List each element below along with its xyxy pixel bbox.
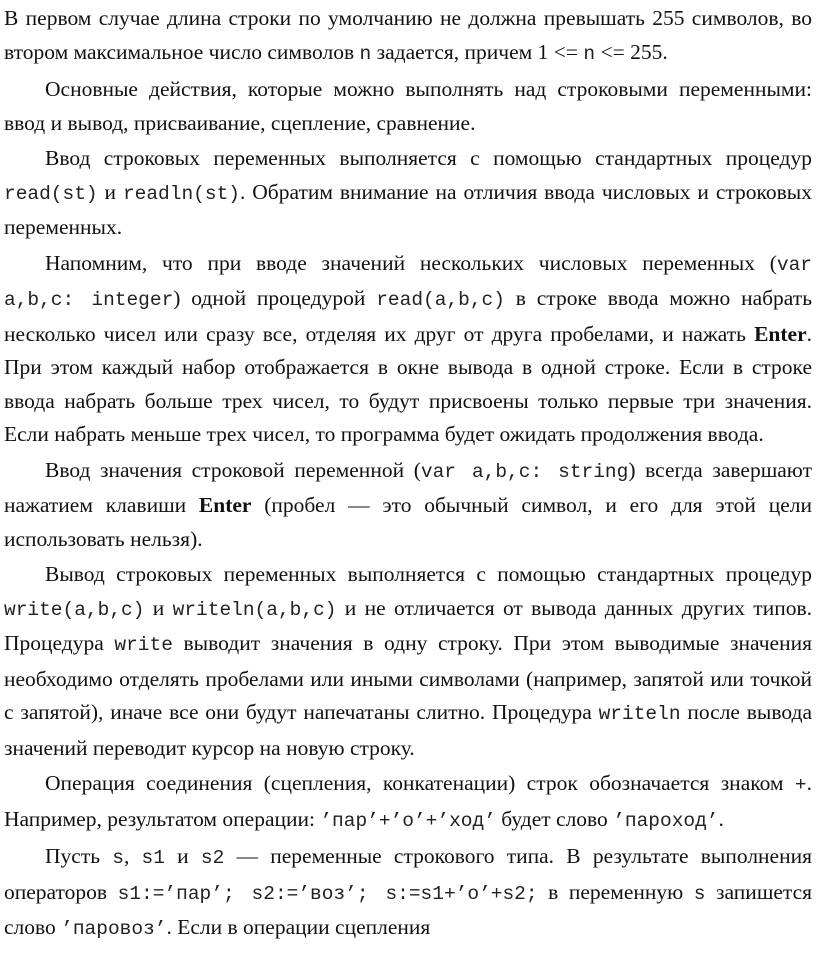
code-read: read(st) [4,182,98,205]
paragraph-concatenation: Операция соединения (сцепления, конкатенации) строк обозначается знаком +. Например, результатом операции: ’пар’+’о’+’ход’ будет слово ’пароход’. [4,771,812,832]
code-var-string: var a,b,c: string [420,460,629,483]
code-result-word: ’пароход’ [613,809,719,832]
paragraph-numeric-input: Напомним, что при вводе значений нескольких числовых переменных (var a,b,c: integer) одной процедурой read(a,b,c) в строке ввода можно набрать несколько чисел или сразу все, отделяя их друг от друга пробелами, и нажать Enter. При этом каждый набор отображается в окне вывода в одной строке. Если в строке ввода набрать больше трех чисел, то будут присвоены только первые три значения. Если набрать меньше трех чисел, то программа будет ожидать продолжения ввода. [4,250,812,446]
paragraph-string-input: Ввод строковых переменных выполняется с помощью стандартных процедур read(st) и readln(st). Обратим внимание на отличия ввода числовых и строковых переменных. [4,146,812,239]
code-var-integer: var a,b,c: integer [4,253,812,311]
code-write: write [114,634,173,656]
code-read-abc: read(a,b,c) [376,289,505,311]
code-write-abc: write(a,b,c) [4,598,145,621]
paragraph-string-operations: Основные действия, которые можно выполнять над строковыми переменными: ввод и вывод, присваивание, сцепление, сравнение. [4,77,812,135]
paragraph-string-output: Вывод строковых переменных выполняется с помощью стандартных процедур write(a,b,c) и writeln(a,b,c) и не отличается от вывода данных других типов. Процедура write выводит значения в одну строку. При этом выводимые значения необходимо отделять пробелами или иными символами (например, запятой или точкой с запятой), иначе все они будут напечатаны слитно. Процедура writeln после вывода значений переводит курсор на новую строку. [4,562,812,760]
code-writeln-abc: writeln(a,b,c) [172,598,337,621]
paragraph-concatenation-example: Пусть s, s1 и s2 — переменные строкового типа. В результате выполнения операторов s1:=’пар’; s2:=’воз’; s:=s1+’о’+s2; в переменную s запишется слово ’паровоз’. Если в операции сцепления [4,844,813,940]
code-writeln: writeln [598,703,681,725]
paragraph-string-length: В первом случае длина строки по умолчанию не должна превышать 255 символов, во втором максимальное число символов n задается, причем 1 <= n <= 255. [4,6,812,65]
code-s2: s2 [200,847,225,869]
code-result-parovoz: ’паровоз’ [61,918,167,940]
code-n: n [583,42,596,65]
key-enter: Enter [754,321,807,346]
code-concat-expression: ’пар’+’о’+’ход’ [320,809,496,832]
paragraph-string-value-input: Ввод значения строковой переменной (var a,b,c: string) всегда завершают нажатием клавиши Enter (пробел — это обычный символ, и его для этой цели использовать нельзя). [4,457,812,551]
code-s: s [693,882,706,905]
code-s1: s1 [141,847,165,869]
code-plus: + [794,774,807,796]
code-readln: readln(st) [122,182,240,205]
key-enter: Enter [198,493,252,517]
code-n: n [359,42,372,65]
code-operators: s1:=’пар’; s2:=’воз’; s:=s1+’о’+s2; [117,882,538,905]
code-s: s [112,847,124,869]
